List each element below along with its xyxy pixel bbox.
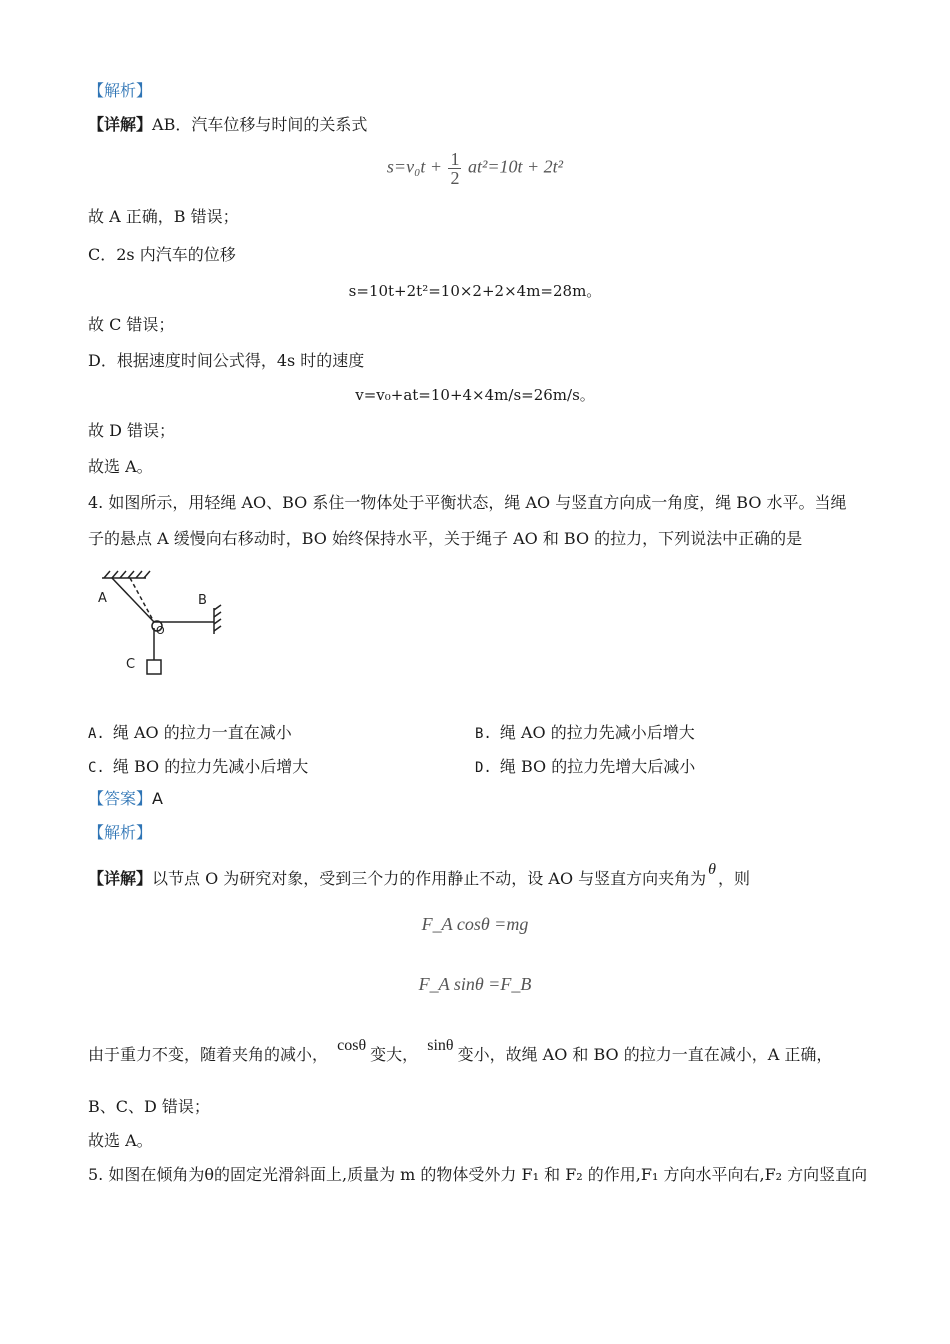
label-b: B (198, 593, 207, 608)
fraction-half (448, 150, 461, 187)
detail-text-2: 以节点 O 为研究对象，受到三个力的作用静止不动，设 AO 与竖直方向夹角为 (152, 869, 707, 888)
detail-line-2 (88, 861, 751, 891)
conclusion-bcd: B、C、D 错误； (88, 1097, 210, 1116)
option-d[interactable] (475, 754, 695, 777)
question-4-line-1: 4. 如图所示，用轻绳 AO、BO 系住一物体处于平衡状态，绳 AO 与竖直方向成一角度，绳 BO 水平。当绳 (88, 493, 847, 512)
option-b-letter: B. (475, 726, 492, 742)
option-a-text: 绳 AO 的拉力一直在减小 (112, 723, 292, 742)
weight-block (147, 660, 161, 674)
detail-line-1 (88, 114, 367, 136)
answer-line (88, 788, 163, 810)
answer-value: A (152, 789, 163, 808)
answer-label: 【答案】 (88, 789, 153, 808)
explain-part-2: 变大， (370, 1045, 419, 1064)
option-d-letter: D. (475, 760, 492, 776)
label-o: O (156, 624, 165, 637)
question-4-line-2: 子的悬点 A 缓慢向右移动时，BO 始终保持水平，关于绳子 AO 和 BO 的拉力，下列说法中正确的是 (88, 529, 803, 548)
formula-displacement (0, 150, 950, 187)
detail-label-2: 【详解】 (88, 869, 153, 888)
label-c: C (126, 657, 136, 672)
explanation-line (88, 1037, 833, 1067)
explain-part-1: 由于重力不变，随着夹角的减小， (88, 1045, 329, 1064)
sin-theta: sinθ (427, 1037, 454, 1054)
wall-hatch (214, 605, 221, 631)
option-d-text: 绳 BO 的拉力先增大后减小 (499, 757, 696, 776)
option-a-letter: A. (88, 726, 105, 742)
label-a: A (98, 591, 107, 606)
conclusion-d: 故 D 错误； (88, 421, 176, 440)
formula-c: s=10t+2t²=10×2+2×4m=28m。 (348, 282, 602, 300)
formula-d: v=v₀+at=10+4×4m/s=26m/s。 (355, 386, 595, 404)
conclusion-c: 故 C 错误； (88, 315, 175, 334)
formula-right: at²=10t + 2t² (467, 156, 564, 177)
option-c-letter: C. (88, 760, 105, 776)
detail-label: 【详解】 (88, 115, 153, 134)
option-c[interactable] (88, 754, 308, 777)
c-heading: C．2s 内汽车的位移 (88, 245, 236, 264)
fraction-numerator: 1 (450, 149, 460, 169)
formula-horizontal: F_A sinθ =F_B (418, 974, 532, 994)
option-b[interactable] (475, 720, 695, 743)
ceiling-hatch (104, 571, 150, 578)
option-c-text: 绳 BO 的拉力先减小后增大 (112, 757, 309, 776)
option-a[interactable] (88, 720, 292, 743)
choose-a-2: 故选 A。 (88, 1131, 153, 1150)
detail-text-2-end: ，则 (718, 869, 751, 888)
option-b-text: 绳 AO 的拉力先减小后增大 (499, 723, 695, 742)
explain-part-3: 变小，故绳 AO 和 BO 的拉力一直在减小，A 正确， (457, 1045, 833, 1064)
conclusion-a: 故 A 正确，B 错误； (88, 207, 239, 226)
formula-left: s=v₀t + (386, 156, 442, 177)
jiexi-heading-2: 【解析】 (88, 823, 153, 842)
detail-text: AB．汽车位移与时间的关系式 (152, 115, 368, 134)
question-5-line-1: 5. 如图在倾角为θ的固定光滑斜面上,质量为 m 的物体受外力 F₁ 和 F₂ 的作用,F₁ 方向水平向右,F₂ 方向竖直向 (88, 1165, 868, 1184)
rope-diagram (94, 570, 234, 680)
jiexi-heading-1: 【解析】 (88, 81, 153, 100)
fraction-denominator: 2 (450, 168, 460, 188)
d-heading: D．根据速度时间公式得，4s 时的速度 (88, 351, 365, 370)
formula-vertical: F_A cosθ =mg (421, 914, 529, 934)
cos-theta: cosθ (337, 1037, 367, 1054)
theta-symbol: θ (708, 861, 717, 878)
choose-a-1: 故选 A。 (88, 457, 153, 476)
